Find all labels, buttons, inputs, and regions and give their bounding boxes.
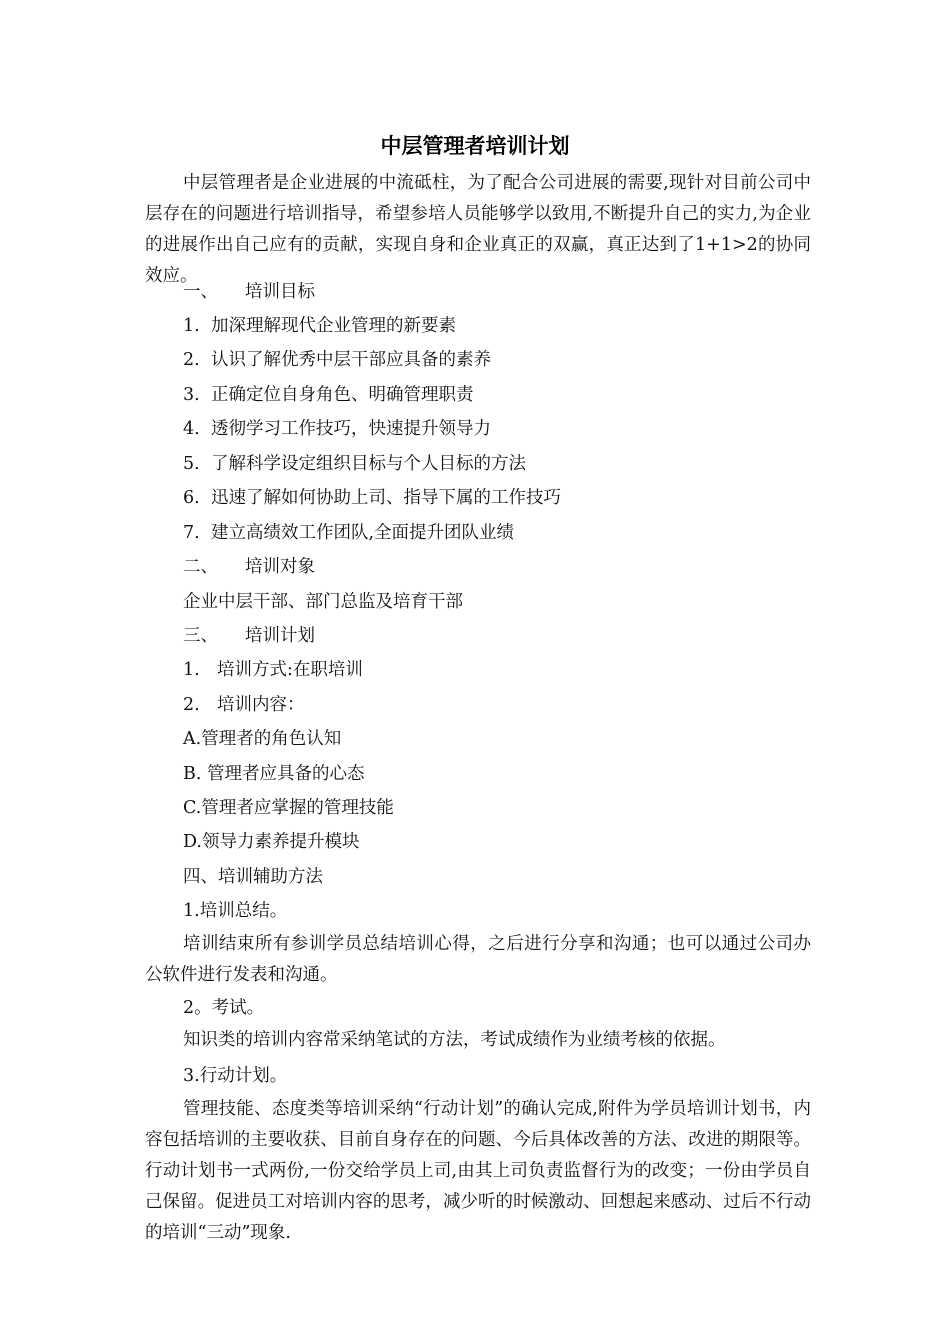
action-plan-paragraph: 管理技能、态度类等培训采纳“行动计划”的确认完成,附件为学员培训计划书，内容包括培训的主要收获、目前自身存在的问题、今后具体改善的方法、改进的期限等。行动计划书一式两份,一份交给学员上司,由其上司负责监督行为的改变；一份由学员自己保留。促进员工对培训内容的思考，减少听的时候激动、回想起来感动、过后不行动的培训“三动”现象.: [145, 1099, 811, 1243]
exam-title: 2。考试。: [183, 998, 265, 1018]
module-item-d: D.领导力素养提升模块: [183, 832, 360, 852]
module-item-a: A.管理者的角色认知: [183, 729, 342, 749]
goal-item-number: 4.: [183, 419, 200, 439]
training-method-text: 培训方式:在职培训: [217, 660, 363, 680]
document-title: 中层管理者培训计划: [380, 134, 570, 158]
module-item-b: B. 管理者应具备的心态: [183, 764, 365, 784]
goal-item-number: 6.: [183, 488, 200, 508]
summary-paragraph: 培训结束所有参训学员总结培训心得，之后进行分享和沟通；也可以通过公司办公软件进行发表和沟通。: [145, 934, 811, 985]
training-content-text: 培训内容：: [217, 695, 305, 715]
section-3-title: 培训计划: [245, 626, 315, 646]
module-item-c: C.管理者应掌握的管理技能: [183, 798, 394, 818]
goal-item-6: [183, 486, 561, 510]
training-method: [183, 658, 363, 682]
goal-item-text: 了解科学设定组织目标与个人目标的方法: [211, 454, 526, 474]
intro-paragraph: 中层管理者是企业进展的中流砥柱，为了配合公司进展的需要,现针对目前公司中层存在的问题进行培训指导，希望参培人员能够学以致用,不断提升自己的实力,为企业的进展作出自己应有的贡献，实现自身和企业真正的双赢，真正达到了1+1>2的协同效应。: [145, 173, 811, 286]
goal-item-text: 加深理解现代企业管理的新要素: [211, 316, 456, 336]
goal-item-text: 透彻学习工作技巧，快速提升领导力: [211, 419, 491, 439]
section-2-heading: [183, 555, 315, 579]
goal-item-number: 3.: [183, 385, 200, 405]
goal-item-number: 7.: [183, 523, 200, 543]
section-4-heading: 四、培训辅助方法: [183, 867, 323, 887]
section-1-title: 培训目标: [245, 282, 315, 302]
training-method-number: 1.: [183, 660, 200, 680]
section-2-body: 企业中层干部、部门总监及培育干部: [183, 592, 463, 612]
training-content-number: 2.: [183, 695, 200, 715]
section-3-number: 三、: [183, 626, 218, 646]
summary-title: 1.培训总结。: [183, 901, 288, 921]
goal-item-1: [183, 314, 456, 338]
goal-item-2: [183, 348, 491, 372]
goal-item-number: 5.: [183, 454, 200, 474]
section-3-heading: [183, 624, 315, 648]
goal-item-text: 正确定位自身角色、明确管理职责: [211, 385, 474, 405]
goal-item-number: 2.: [183, 350, 200, 370]
goal-item-7: [183, 521, 514, 545]
section-2-title: 培训对象: [245, 557, 315, 577]
section-1-number: 一、: [183, 282, 218, 302]
goal-item-number: 1.: [183, 316, 200, 336]
goal-item-text: 迅速了解如何协助上司、指导下属的工作技巧: [211, 488, 561, 508]
training-content: [183, 693, 305, 717]
section-1-heading: [183, 280, 315, 304]
goal-item-text: 建立高绩效工作团队,全面提升团队业绩: [211, 523, 515, 543]
section-2-number: 二、: [183, 557, 218, 577]
goal-item-text: 认识了解优秀中层干部应具备的素养: [211, 350, 491, 370]
goal-item-5: [183, 452, 526, 476]
goal-item-3: [183, 383, 474, 407]
goal-item-4: [183, 417, 491, 441]
exam-paragraph: 知识类的培训内容常采纳笔试的方法，考试成绩作为业绩考核的依据。: [183, 1030, 726, 1050]
action-plan-title: 3.行动计划。: [183, 1066, 288, 1086]
